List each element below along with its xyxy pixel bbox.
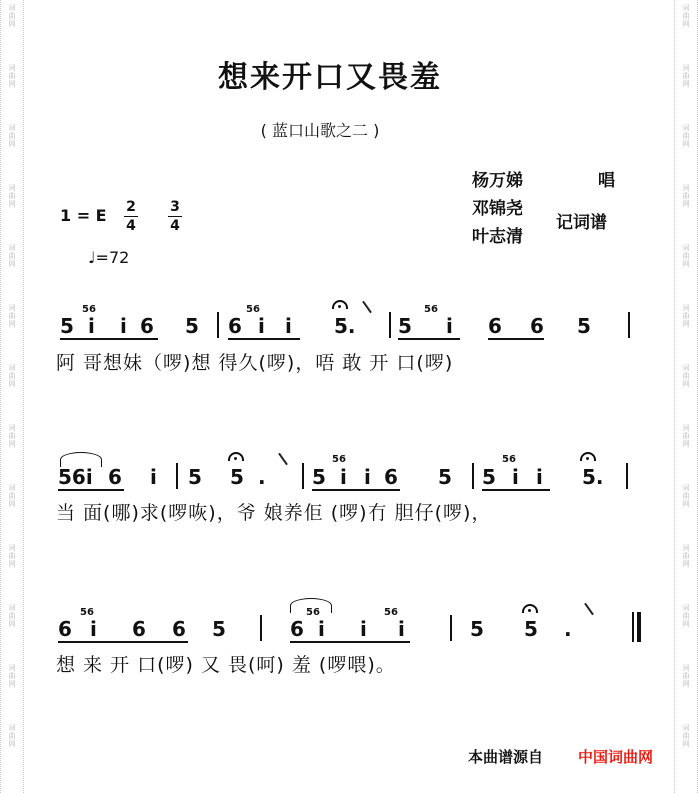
note: i [364, 465, 371, 489]
note: i [340, 465, 347, 489]
watermark-text: 词 曲 网 [8, 364, 16, 388]
barline [472, 463, 474, 489]
watermark-text: 词 曲 网 [682, 364, 690, 388]
credit-recorder1: 邓锦尧 [472, 199, 523, 219]
watermark-text: 词 曲 网 [8, 544, 16, 568]
lyric-line-2: 当 面(哪)求(啰咴)，爷 娘养佢 (啰)冇 胆仔(啰)， [56, 502, 492, 524]
note: i [258, 314, 265, 338]
watermark-text: 词 曲 网 [682, 64, 690, 88]
underline [482, 489, 550, 491]
key-signature: 1 = E [60, 206, 107, 225]
grace-note: 56 [332, 454, 346, 465]
note: 5 [482, 465, 496, 489]
fermata-icon [580, 452, 596, 461]
note: 5 [470, 617, 484, 641]
lyric-line-3: 想 来 开 口(啰) 又 畏(呵) 羞 (啰喂)。 [56, 654, 396, 676]
watermark-text: 词 曲 网 [8, 304, 16, 328]
source-site-link[interactable]: 中国词曲网 [578, 748, 654, 766]
note: 6 [132, 617, 146, 641]
credit-recorder-role: 记词谱 [556, 213, 607, 233]
credit-singer-role: 唱 [598, 171, 615, 191]
watermark-text: 词 曲 网 [8, 484, 16, 508]
final-barline-thick [637, 612, 641, 642]
watermark-text: 词 曲 网 [8, 664, 16, 688]
note: 5 [230, 465, 244, 489]
quarter-note-icon: ♩ [88, 248, 96, 267]
fermata-icon [522, 604, 538, 613]
time-signature-2-4: $\frac{2}{4}$ [124, 198, 138, 235]
final-barline-thin [632, 612, 634, 642]
watermark-text: 词 曲 网 [682, 604, 690, 628]
grace-note: 56 [384, 607, 398, 618]
watermark-text: 词 曲 网 [8, 124, 16, 148]
underline [58, 641, 188, 643]
grace-note: 56 [424, 304, 438, 315]
underline [58, 489, 124, 491]
barline [260, 615, 262, 641]
note: i [88, 314, 95, 338]
note: 5 [212, 617, 226, 641]
song-title: 想来开口又畏羞 [218, 60, 442, 95]
note: i [150, 465, 157, 489]
barline [302, 463, 304, 489]
watermark-text: 词 曲 网 [8, 64, 16, 88]
note: i [120, 314, 127, 338]
underline [60, 338, 158, 340]
note: 5 [188, 465, 202, 489]
note: 5. [582, 465, 604, 489]
watermark-text: 词 曲 网 [682, 184, 690, 208]
underline [228, 338, 300, 340]
note: 6 [58, 617, 72, 641]
watermark-text: 词 曲 网 [682, 484, 690, 508]
barline [628, 312, 630, 338]
note: 5. [334, 314, 356, 338]
watermark-text: 词 曲 网 [8, 724, 16, 748]
tempo-marking: ♩=72 [88, 248, 130, 267]
watermark-text: 词 曲 网 [682, 664, 690, 688]
note: i [398, 617, 405, 641]
watermark-text: 词 曲 网 [682, 724, 690, 748]
note: 5 [60, 314, 74, 338]
barline [450, 615, 452, 641]
note: i [446, 314, 453, 338]
note: i [90, 617, 97, 641]
credit-singer: 杨万娣 [472, 171, 523, 191]
watermark-text: 词 曲 网 [682, 544, 690, 568]
right-watermark-strip [674, 0, 698, 793]
watermark-text: 词 曲 网 [8, 184, 16, 208]
barline [389, 312, 391, 338]
watermark-text: 词 曲 网 [682, 304, 690, 328]
watermark-text: 词 曲 网 [8, 604, 16, 628]
underline [312, 489, 400, 491]
grace-note: 56 [502, 454, 516, 465]
time-signature-3-4: $\frac{3}{4}$ [168, 198, 182, 235]
note: 5 [398, 314, 412, 338]
note: 5 [438, 465, 452, 489]
note: i [536, 465, 543, 489]
song-subtitle: ( 蓝口山歌之二 ) [260, 121, 380, 140]
watermark-text: 词 曲 网 [682, 424, 690, 448]
note: . [564, 617, 572, 641]
breath-mark-icon [362, 301, 372, 314]
watermark-text: 词 曲 网 [8, 424, 16, 448]
watermark-text: 词 曲 网 [682, 124, 690, 148]
barline [217, 312, 219, 338]
fermata-icon [228, 452, 244, 461]
note: 5 [524, 617, 538, 641]
note: 6 [228, 314, 242, 338]
note: 6 [384, 465, 398, 489]
note: 6 [172, 617, 186, 641]
breath-mark-icon [278, 453, 288, 466]
grace-note: 56 [82, 304, 96, 315]
watermark-text: 词 曲 网 [8, 244, 16, 268]
note: 6 [108, 465, 122, 489]
grace-note: 56 [306, 607, 320, 618]
watermark-text: 词 曲 网 [8, 4, 16, 28]
barline [176, 463, 178, 489]
underline [290, 641, 410, 643]
note: 6 [290, 617, 304, 641]
barline [626, 463, 628, 489]
note: i [318, 617, 325, 641]
grace-note: 56 [246, 304, 260, 315]
source-label: 本曲谱源自 [468, 748, 544, 766]
grace-note: 56 [80, 607, 94, 618]
underline [398, 338, 460, 340]
credit-recorder2: 叶志清 [472, 227, 523, 247]
left-watermark-strip [0, 0, 24, 793]
note: 6 [530, 314, 544, 338]
watermark-text: 词 曲 网 [682, 4, 690, 28]
note: i [285, 314, 292, 338]
note: i [512, 465, 519, 489]
watermark-text: 词 曲 网 [682, 244, 690, 268]
note: 6 [140, 314, 154, 338]
note: . [258, 465, 266, 489]
note: 5 [185, 314, 199, 338]
note: 56i [58, 465, 93, 489]
note: 5 [312, 465, 326, 489]
note: i [360, 617, 367, 641]
underline [488, 338, 544, 340]
breath-mark-icon [584, 603, 594, 616]
lyric-line-1: 阿 哥想妹（啰)想 得久(啰)，唔 敢 开 口(啰) [56, 352, 454, 374]
note: 5 [577, 314, 591, 338]
note: 6 [488, 314, 502, 338]
fermata-icon [332, 300, 348, 309]
